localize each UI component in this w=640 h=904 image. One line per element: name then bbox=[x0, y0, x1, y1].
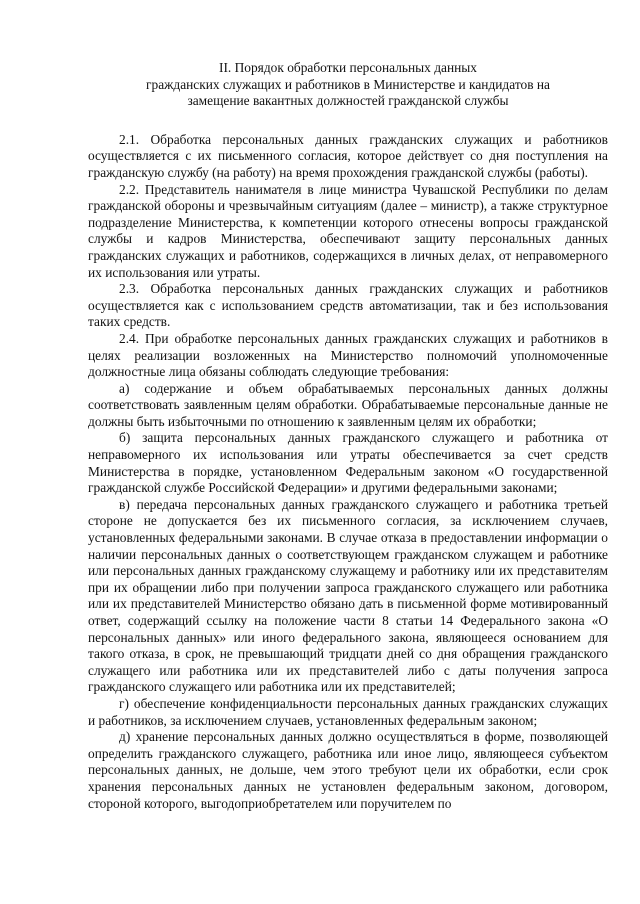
section-heading bbox=[88, 60, 608, 110]
section-title-line: гражданских служащих и работников в Министерстве и кандидатов на bbox=[146, 76, 550, 92]
list-item-d: д) хранение персональных данных должно осуществляться в форме, позволяющей определить гражданского служащего, работника или иное лицо, являющееся субъектом персональных данных, не дольше, чем этого требуют цели их обработки, если срок хранения персональных данных не установлен федеральным законом, договором, стороной которого, выгодоприобретателем или поручителем по bbox=[88, 729, 608, 811]
list-item-b: б) защита персональных данных гражданского служащего и работника от неправомерного их использования или утраты обеспечивается за счет средств Министерства в порядке, установленном Федеральным законом «О государственной гражданской службе Российской Федерации» и другими федеральными законами; bbox=[88, 430, 608, 496]
section-title-line: II. Порядок обработки персональных данных bbox=[219, 60, 477, 75]
list-item-g: г) обеспечение конфиденциальности персональных данных гражданских служащих и работников, за исключением случаев, установленных федеральным законом; bbox=[88, 695, 608, 728]
list-item-a: а) содержание и объем обрабатываемых персональных данных должны соответствовать заявленным целям обработки. Обрабатываемые персональные данные не должны быть избыточными по отношению к заявленным целям их обработки; bbox=[88, 380, 608, 429]
document-page bbox=[88, 60, 608, 812]
paragraph-2-4: 2.4. При обработке персональных данных гражданских служащих и работников в целях реализации возложенных на Министерство полномочий уполномоченные должностные лица обязаны соблюдать следующие требования: bbox=[88, 330, 608, 380]
paragraph-2-1: 2.1. Обработка персональных данных гражданских служащих и работников осуществляется с их письменного согласия, которое действует со дня поступления на гражданскую службу (на работу) на время прохождения гражданской службы (работы). bbox=[88, 131, 608, 180]
section-title-line: замещение вакантных должностей гражданской службы bbox=[187, 93, 509, 109]
paragraph-2-3: 2.3. Обработка персональных данных гражданских служащих и работников осуществляется как с использованием средств автоматизации, так и без использования таких средств. bbox=[88, 281, 608, 330]
paragraph-2-2: 2.2. Представитель нанимателя в лице министра Чувашской Республики по делам гражданской обороны и чрезвычайным ситуациям (далее – министр), а также структурное подразделение Министерства, к компетенции которого отнесены вопросы гражданской службы и кадров Министерства, обеспечивают защиту персональных данных гражданских служащих и работников, содержащихся в личных делах, от неправомерного их использования или утраты. bbox=[88, 181, 608, 280]
list-item-v: в) передача персональных данных гражданского служащего и работника третьей стороне не допускается без их письменного согласия, за исключением случаев, установленных федеральными законами. В случае отказа в предоставлении информации о наличии персональных данных о соответствующем гражданском служащем и работнике или персональных данных гражданскому служащему и работнику или их представителям при их обращении либо при получении запроса гражданского служащего или работника или их представителей Министерство обязано дать в письменной форме мотивированный ответ, содержащий ссылку на положение части 8 статьи 14 Федерального закона «О персональных данных» или иного федерального закона, являющееся основанием для такого отказа, в срок, не превышающий тридцати дней со дня обращения гражданского служащего или работника или их представителей либо с даты получения запроса гражданского служащего или работника или их представителей; bbox=[88, 496, 608, 695]
